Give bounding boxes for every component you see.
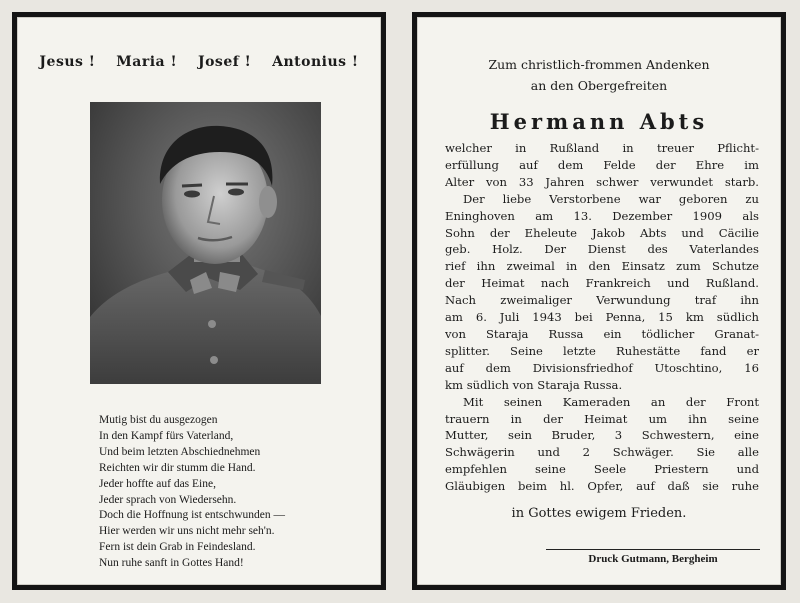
invocation-maria: Maria ! xyxy=(116,54,178,70)
obituary-line: km südlich von Staraja Russa. xyxy=(445,377,623,392)
left-page xyxy=(12,12,386,590)
obituary-line: Schwägerin und 2 Schwäger. Sie alle xyxy=(445,445,759,460)
invocation xyxy=(17,54,381,70)
obituary-line: rief ihn zweimal in den Einsatz zum Schutze xyxy=(445,259,759,274)
obituary-line: Mutter, sein Bruder, 3 Schwestern, eine xyxy=(445,428,759,443)
obituary-line: Alter von 33 Jahren schwer verwundet starb. xyxy=(445,174,759,189)
obituary-line: Gläubigen beim hl. Opfer, auf daß sie ruhe xyxy=(445,479,759,494)
right-page xyxy=(412,12,786,590)
poem-line: Jeder sprach von Wiedersehn. xyxy=(99,493,237,506)
invocation-antonius: Antonius ! xyxy=(272,54,359,70)
obituary-line: der Heimat nach Frankreich und Rußland. xyxy=(445,276,759,291)
printer-credit: Druck Gutmann, Bergheim xyxy=(588,553,718,565)
obituary-line: Sohn der Eheleute Jakob Abts und Cäcilie xyxy=(445,225,759,240)
obituary-text xyxy=(445,140,759,495)
obituary-line: Mit seinen Kameraden an der Front xyxy=(463,394,759,409)
deceased-name: Hermann Abts xyxy=(489,109,709,134)
obituary-line: trauern in der Heimat um ihn seine xyxy=(445,411,759,426)
dedication-heading xyxy=(417,54,781,96)
poem-line: Mutig bist du ausgezogen xyxy=(99,414,218,426)
obituary-line: Nach zweimaliger Verwundung traf ihn xyxy=(445,293,759,308)
portrait-photo xyxy=(90,102,321,384)
heading-line-2: an den Obergefreiten xyxy=(530,78,668,93)
obituary-line: erfüllung auf dem Felde der Ehre im xyxy=(445,157,759,172)
obituary-line: am 6. Juli 1943 bei Penna, 15 km südlich xyxy=(445,310,759,325)
obituary-line: splitter. Seine letzte Ruhestätte fand er xyxy=(445,343,759,358)
poem-line: Hier werden wir uns nicht mehr seh'n. xyxy=(99,525,275,538)
invocation-jesus: Jesus ! xyxy=(39,54,96,70)
poem xyxy=(99,413,369,572)
poem-line: Jeder hoffte auf das Eine, xyxy=(99,477,216,490)
obituary-line: empfehlen seine Seele Priestern und xyxy=(445,462,759,477)
obituary-line: von Staraja Russa ein tödlicher Granat- xyxy=(445,326,759,341)
poem-line: Fern ist dein Grab in Feindesland. xyxy=(99,541,256,554)
printer-divider xyxy=(546,549,760,550)
obituary-line: Eninghoven am 13. Dezember 1909 als xyxy=(445,208,759,223)
poem-line: Nun ruhe sanft in Gottes Hand! xyxy=(99,557,244,570)
invocation-josef: Josef ! xyxy=(197,54,252,70)
poem-line: In den Kampf fürs Vaterland, xyxy=(99,429,234,442)
poem-line: Und beim letzten Abschiednehmen xyxy=(99,445,261,458)
obituary-line: geb. Holz. Der Dienst des Vaterlandes xyxy=(445,242,759,257)
poem-line: Reichten wir dir stumm die Hand. xyxy=(99,461,256,474)
obituary-line: welcher in Rußland in treuer Pflicht- xyxy=(445,141,759,155)
closing-line: in Gottes ewigem Frieden. xyxy=(511,506,687,521)
obituary-line: Der liebe Verstorbene war geboren zu xyxy=(463,191,759,206)
heading-line-1: Zum christlich-frommen Andenken xyxy=(488,57,710,72)
poem-line: Doch die Hoffnung ist entschwunden — xyxy=(99,509,285,522)
obituary-line: auf dem Divisionsfriedhof Utoschtino, 16 xyxy=(445,360,759,375)
